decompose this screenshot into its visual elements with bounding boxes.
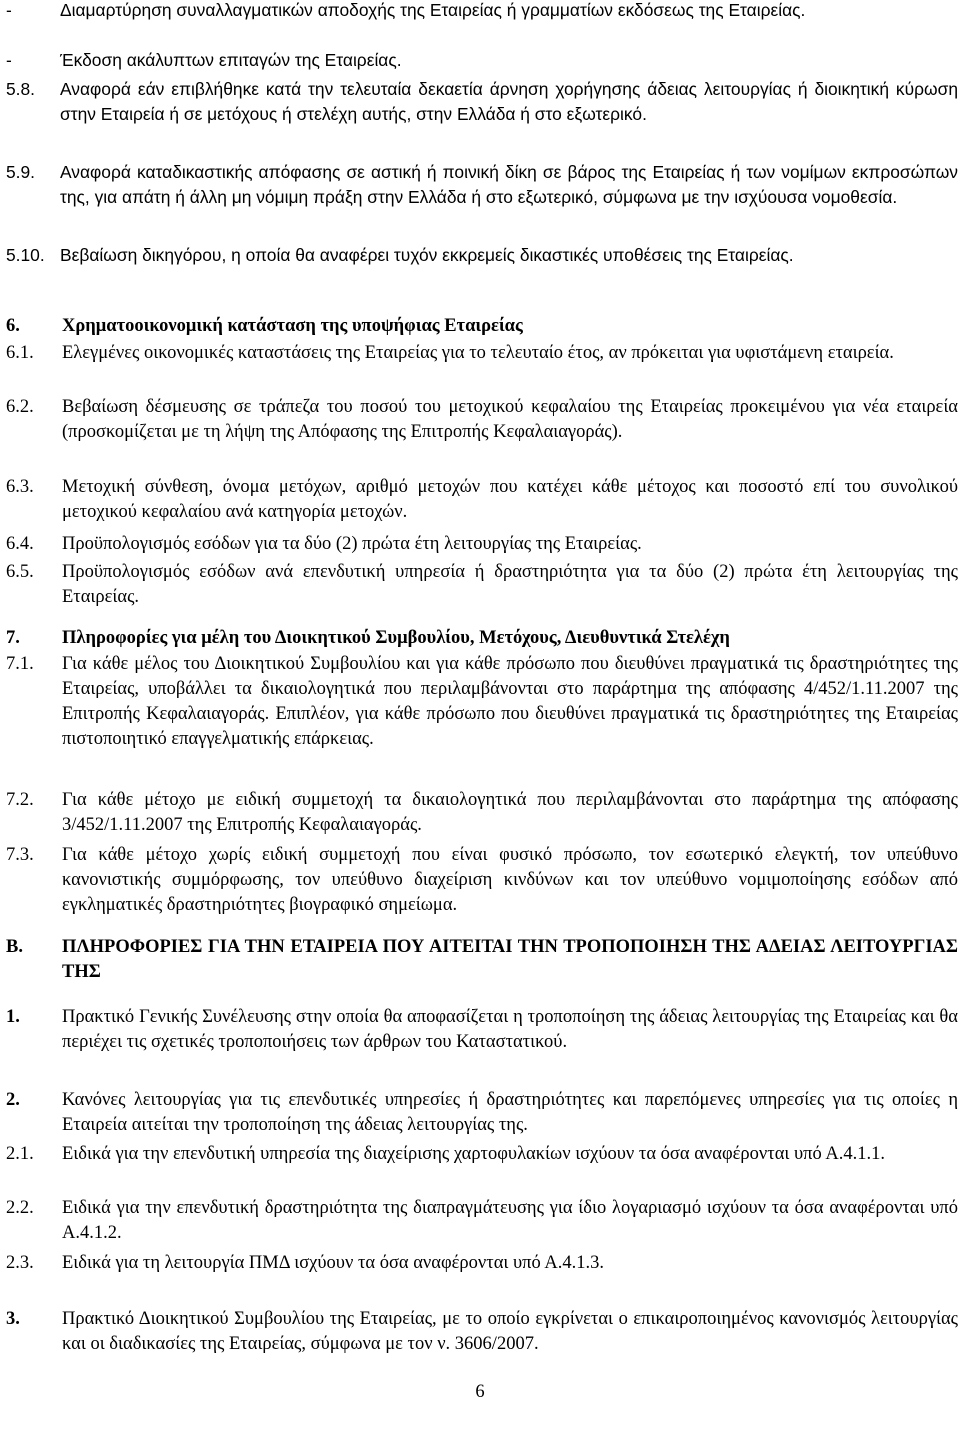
- item-text: Ειδικά για την επενδυτική υπηρεσία της διαχείρισης χαρτοφυλακίων ισχύουν τα όσα αναφέρονται υπό Α.4.1.1.: [62, 1144, 885, 1164]
- list-item: [0, 652, 958, 752]
- list-item: [0, 1307, 958, 1357]
- list-item: [0, 1005, 958, 1055]
- list-item: [0, 475, 958, 525]
- item-text: Για κάθε μέτοχο με ειδική συμμετοχή τα δικαιολογητικά που περιλαμβάνονται στο παράρτημα της απόφασης 3/452/1.11.2007 της Επιτροπής Κεφαλαιαγοράς.: [62, 790, 958, 835]
- item-number: 2.2.: [6, 1198, 34, 1218]
- item-text: Ειδικά για τη λειτουργία ΠΜΔ ισχύουν τα όσα αναφέρονται υπό Α.4.1.3.: [62, 1253, 604, 1273]
- list-item: [0, 243, 958, 268]
- section-number: 6.: [6, 316, 20, 336]
- item-text: Για κάθε μέλος του Διοικητικού Συμβουλίου και για κάθε πρόσωπο που διευθύνει πραγματικά τις δραστηριότητες της Εταιρείας, υποβάλλει τα δικαιολογητικά που περιλαμβάνονται στο παράρτημα της απόφασης 4/452/1.11.2007 της Επιτροπής Κεφαλαιαγοράς. Επιπλέον, για κάθε πρόσωπο που διευθύνει πραγματικά τις δραστηριότητες της Εταιρείας πιστοποιητικό επαγγελματικής επάρκειας.: [62, 654, 958, 749]
- list-item: [0, 0, 958, 23]
- list-item: [0, 843, 958, 918]
- item-text: Κανόνες λειτουργίας για τις επενδυτικές υπηρεσίες ή δραστηριότητες και παρεπόμενες υπηρεσίες για τις οποίες η Εταιρεία αιτείται την τροποποίηση της άδειας λειτουργίας της.: [62, 1090, 958, 1135]
- list-item: [0, 160, 958, 210]
- item-number: 2.: [6, 1090, 20, 1110]
- item-number: 2.1.: [6, 1144, 34, 1164]
- item-number: 5.8.: [6, 79, 36, 99]
- list-item: [0, 1142, 958, 1167]
- list-item: [0, 48, 958, 73]
- section-number: Β.: [6, 937, 23, 957]
- item-text: Αναφορά καταδικαστικής απόφασης σε αστική ή ποινική δίκη σε βάρος της Εταιρείας ή των νομίμων εκπροσώπων της, για απάτη ή άλλη μη νόμιμη πράξη στην Ελλάδα ή στο εξωτερικό, σύμφωνα με την ισχύουσα νομοθεσία.: [60, 162, 958, 207]
- list-item: [0, 395, 958, 445]
- list-item: [0, 341, 958, 366]
- list-item: [0, 532, 958, 557]
- item-text: Έκδοση ακάλυπτων επιταγών της Εταιρείας.: [60, 50, 402, 70]
- item-text: Ειδικά για την επενδυτική δραστηριότητα της διαπραγμάτευσης για ίδιο λογαριασμό ισχύουν τα όσα αναφέρονται υπό Α.4.1.2.: [62, 1198, 958, 1243]
- item-number: -: [6, 0, 12, 20]
- item-text: Βεβαίωση δέσμευσης σε τράπεζα του ποσού του μετοχικού κεφαλαίου της Εταιρείας προκειμένου για νέα εταιρεία (προσκομίζεται με τη λήψη της Απόφασης της Επιτροπής Κεφαλαιαγοράς).: [62, 397, 958, 442]
- item-number: 1.: [6, 1007, 20, 1027]
- item-text: Ελεγμένες οικονομικές καταστάσεις της Εταιρείας για το τελευταίο έτος, αν πρόκειται για υφιστάμενη εταιρεία.: [62, 343, 894, 363]
- item-text: Βεβαίωση δικηγόρου, η οποία θα αναφέρει τυχόν εκκρεμείς δικαστικές υποθέσεις της Εταιρείας.: [60, 245, 794, 265]
- item-number: 7.1.: [6, 654, 34, 674]
- item-text: Διαμαρτύρηση συναλλαγματικών αποδοχής της Εταιρείας ή γραμματίων εκδόσεως της Εταιρείας.: [60, 0, 806, 20]
- item-number: 5.9.: [6, 162, 36, 182]
- item-number: 6.1.: [6, 343, 34, 363]
- page-number: 6: [475, 1382, 485, 1402]
- section-heading: [0, 626, 958, 651]
- item-number: 6.3.: [6, 477, 34, 497]
- item-text: Προϋπολογισμός εσόδων ανά επενδυτική υπηρεσία ή δραστηριότητα για τα δύο (2) πρώτα έτη λειτουργίας της Εταιρείας.: [62, 562, 958, 607]
- item-text: Προϋπολογισμός εσόδων για τα δύο (2) πρώτα έτη λειτουργίας της Εταιρείας.: [62, 534, 642, 554]
- list-item: [0, 1251, 958, 1276]
- section-number: 7.: [6, 628, 20, 648]
- item-number: 6.5.: [6, 562, 34, 582]
- list-item: [0, 1196, 958, 1246]
- item-number: 3.: [6, 1309, 20, 1329]
- section-heading: [0, 935, 958, 985]
- list-item: [0, 788, 958, 838]
- item-text: Πρακτικό Διοικητικού Συμβουλίου της Εταιρείας, με το οποίο εγκρίνεται ο επικαιροποιημένος κανονισμός λειτουργίας και οι διαδικασίες της Εταιρείας, σύμφωνα με τον ν. 3606/2007.: [62, 1309, 958, 1354]
- list-item: [0, 77, 958, 127]
- section-heading: [0, 314, 958, 339]
- item-number: 7.3.: [6, 845, 34, 865]
- item-number: 5.10.: [6, 245, 45, 265]
- item-text: Πρακτικό Γενικής Συνέλευσης στην οποία θα αποφασίζεται η τροποποίηση της άδειας λειτουργίας της Εταιρείας και θα περιέχει τις σχετικές τροποποιήσεις των άρθρων του Καταστατικού.: [62, 1007, 958, 1052]
- list-item: [0, 560, 958, 610]
- item-text: Μετοχική σύνθεση, όνομα μετόχων, αριθμό μετοχών που κατέχει κάθε μέτοχος και ποσοστό επί του συνολικού μετοχικού κεφαλαίου ανά κατηγορία μετοχών.: [62, 477, 958, 522]
- item-number: 2.3.: [6, 1253, 34, 1273]
- section-title: Πληροφορίες για μέλη του Διοικητικού Συμβουλίου, Μετόχους, Διευθυντικά Στελέχη: [62, 628, 730, 648]
- item-number: -: [6, 50, 12, 70]
- list-item: [0, 1088, 958, 1138]
- item-number: 6.4.: [6, 534, 34, 554]
- item-number: 7.2.: [6, 790, 34, 810]
- item-text: Για κάθε μέτοχο χωρίς ειδική συμμετοχή που είναι φυσικό πρόσωπο, τον εσωτερικό ελεγκτή, τον υπεύθυνο κανονιστικής συμμόρφωσης, τον υπεύθυνο διαχείριση κινδύνων και τον υπεύθυνο νομιμοποίησης εσόδων από εγκληματικές δραστηριότητες βιογραφικό σημείωμα.: [62, 845, 958, 915]
- item-text: Αναφορά εάν επιβλήθηκε κατά την τελευταία δεκαετία άρνηση χορήγησης άδειας λειτουργίας ή διοικητική κύρωση στην Εταιρεία ή σε μετόχους ή στελέχη αυτής, στην Ελλάδα ή στο εξωτερικό.: [60, 79, 958, 124]
- section-title: ΠΛΗΡΟΦΟΡΙΕΣ ΓΙΑ ΤΗΝ ΕΤΑΙΡΕΙΑ ΠΟΥ ΑΙΤΕΙΤΑΙ ΤΗΝ ΤΡΟΠΟΠΟΙΗΣΗ ΤΗΣ ΑΔΕΙΑΣ ΛΕΙΤΟΥΡΓΙΑΣ ΤΗΣ: [62, 937, 958, 982]
- item-number: 6.2.: [6, 397, 34, 417]
- section-title: Χρηματοοικονομική κατάσταση της υποψήφιας Εταιρείας: [62, 316, 523, 336]
